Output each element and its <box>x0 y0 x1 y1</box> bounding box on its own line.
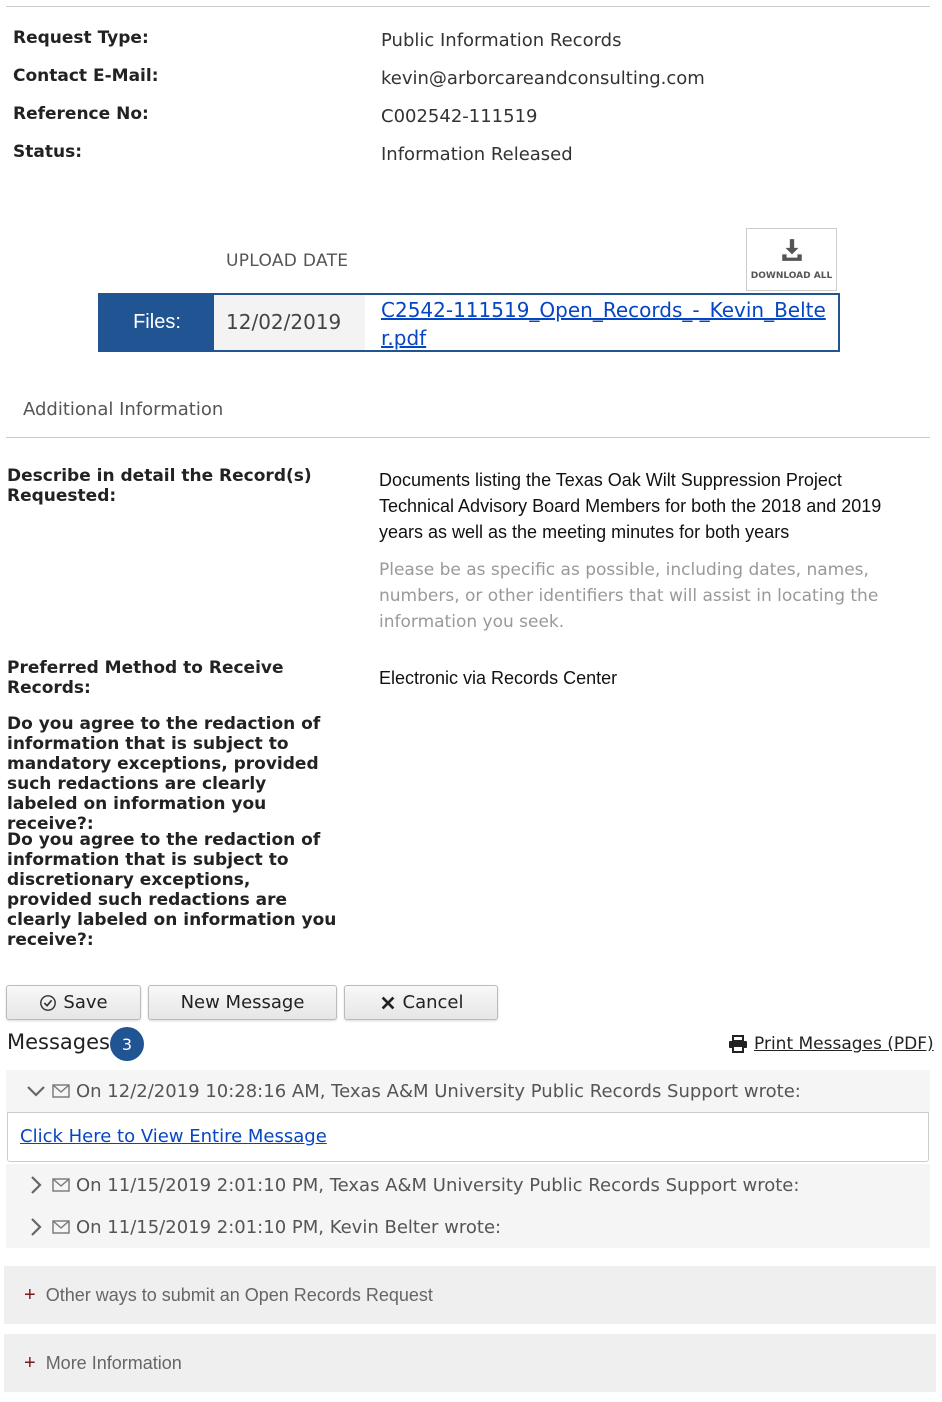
message-body-1 <box>7 1112 929 1162</box>
message-header-text: On 11/15/2019 2:01:10 PM, Texas A&M University Public Records Support wrote: <box>76 1174 800 1196</box>
chevron-right-icon <box>26 1218 46 1236</box>
message-header-text: On 11/15/2019 2:01:10 PM, Kevin Belter wrote: <box>76 1216 502 1238</box>
envelope-icon <box>52 1084 70 1098</box>
reference-no-value: C002542-111519 <box>381 106 538 127</box>
close-icon <box>379 994 397 1012</box>
plus-icon: + <box>24 1283 36 1306</box>
chevron-right-icon <box>26 1176 46 1194</box>
download-icon <box>779 237 805 263</box>
mandatory-redaction-label: Do you agree to the redaction of information that is subject to mandatory exceptions, provided such redactions are clearly labeled on information you receive?: <box>7 714 321 834</box>
messages-count-badge: 3 <box>110 1027 144 1061</box>
message-header-2[interactable] <box>6 1164 930 1206</box>
request-type-label: Request Type: <box>13 28 149 48</box>
print-messages-link[interactable] <box>728 1034 934 1054</box>
printer-icon <box>728 1035 748 1053</box>
accordion-label: Other ways to submit an Open Records Request <box>45 1284 433 1305</box>
preferred-method-label: Preferred Method to Receive Records: <box>7 658 284 698</box>
message-header-text: On 12/2/2019 10:28:16 AM, Texas A&M University Public Records Support wrote: <box>76 1080 801 1102</box>
additional-info-heading: Additional Information <box>23 399 224 420</box>
save-button[interactable] <box>6 985 141 1020</box>
upload-date-header: UPLOAD DATE <box>226 251 349 271</box>
top-divider <box>6 6 930 7</box>
contact-email-label: Contact E-Mail: <box>13 66 159 86</box>
status-value: Information Released <box>381 144 573 165</box>
status-label: Status: <box>13 142 82 162</box>
cancel-label: Cancel <box>402 992 464 1013</box>
message-header-1[interactable] <box>6 1070 930 1112</box>
records-requested-label: Describe in detail the Record(s) Requested: <box>7 466 312 506</box>
files-table <box>98 293 840 352</box>
reference-no-label: Reference No: <box>13 104 149 124</box>
file-link[interactable]: C2542-111519_Open_Records_-_Kevin_Belter.pdf <box>381 298 826 350</box>
envelope-icon <box>52 1178 70 1192</box>
cancel-button[interactable] <box>344 985 498 1020</box>
accordion-more-information[interactable] <box>4 1334 936 1392</box>
download-all-label: DOWNLOAD ALL <box>750 271 833 281</box>
chevron-down-icon <box>26 1084 46 1098</box>
records-requested-answer: Documents listing the Texas Oak Wilt Suppression Project Technical Advisory Board Members for both the 2018 and 2019 years as well as the meeting minutes for both years <box>379 470 882 542</box>
accordion-label: More Information <box>45 1352 182 1373</box>
plus-icon: + <box>24 1351 36 1374</box>
preferred-method-answer: Electronic via Records Center <box>379 668 618 688</box>
download-all-button[interactable] <box>746 228 837 291</box>
discretionary-redaction-label: Do you agree to the redaction of information that is subject to discretionary exceptions, provided such redactions are clearly labeled on information you receive?: <box>7 830 337 950</box>
accordion-other-ways[interactable] <box>4 1266 936 1324</box>
section-divider <box>6 437 930 438</box>
print-messages-label: Print Messages (PDF) <box>754 1034 934 1054</box>
new-message-button[interactable] <box>148 985 337 1020</box>
contact-email-value: kevin@arborcareandconsulting.com <box>381 68 705 89</box>
check-circle-icon <box>39 994 57 1012</box>
request-type-value: Public Information Records <box>381 30 622 51</box>
records-requested-hint: Please be as specific as possible, including dates, names, numbers, or other identifiers that will assist in locating the information you seek. <box>379 560 879 632</box>
files-label: Files: <box>100 295 214 350</box>
messages-title: Messages <box>7 1030 110 1054</box>
save-label: Save <box>63 992 108 1013</box>
envelope-icon <box>52 1220 70 1234</box>
view-message-link[interactable]: Click Here to View Entire Message <box>20 1126 327 1147</box>
file-upload-date: 12/02/2019 <box>214 295 365 350</box>
message-header-3[interactable] <box>6 1206 930 1248</box>
new-message-label: New Message <box>180 992 305 1013</box>
